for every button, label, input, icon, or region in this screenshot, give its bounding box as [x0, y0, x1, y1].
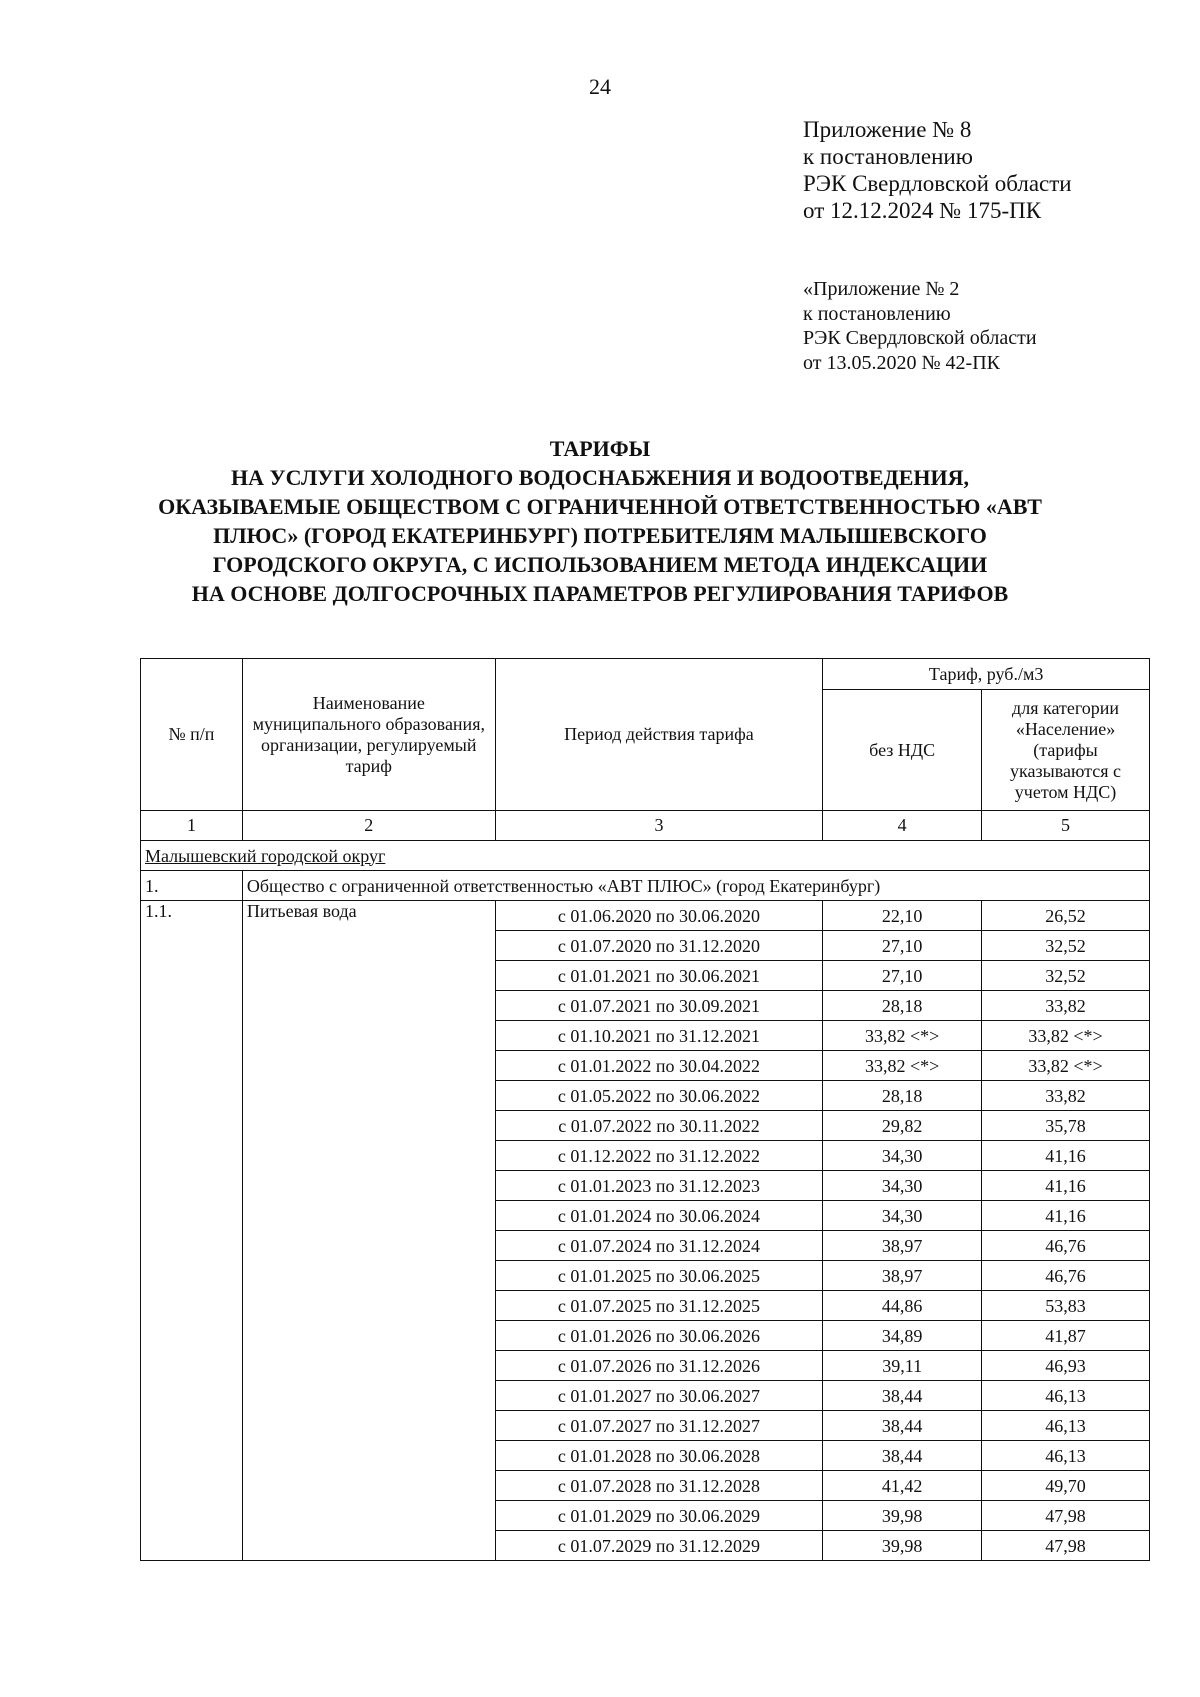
tariff-no-vat-cell: 39,11 — [823, 1351, 982, 1381]
tariff-no-vat-cell: 38,97 — [823, 1231, 982, 1261]
column-number: 2 — [242, 811, 495, 841]
appendix-previous-line: РЭК Свердловской области — [803, 327, 1037, 349]
table-row — [141, 901, 1150, 931]
title-line: ПЛЮС» (ГОРОД ЕКАТЕРИНБУРГ) ПОТРЕБИТЕЛЯМ МАЛЫШЕВСКОГО — [213, 523, 987, 548]
tariff-population-cell: 41,16 — [982, 1141, 1150, 1171]
column-number: 1 — [141, 811, 243, 841]
tariff-no-vat-cell: 38,97 — [823, 1261, 982, 1291]
tariff-population-cell: 53,83 — [982, 1291, 1150, 1321]
tariff-no-vat-cell: 34,30 — [823, 1141, 982, 1171]
tariff-no-vat-cell: 27,10 — [823, 961, 982, 991]
appendix-current-line: к постановлению — [803, 144, 973, 169]
tariff-population-cell: 33,82 — [982, 991, 1150, 1021]
section-heading: Малышевский городской округ — [141, 841, 1150, 871]
tariff-population-cell: 32,52 — [982, 961, 1150, 991]
item-name: Питьевая вода — [242, 901, 495, 1561]
tariff-no-vat-cell: 28,18 — [823, 991, 982, 1021]
tariff-no-vat-cell: 41,42 — [823, 1471, 982, 1501]
period-cell: с 01.06.2020 по 30.06.2020 — [495, 901, 823, 931]
tariff-no-vat-cell: 33,82 <*> — [823, 1051, 982, 1081]
tariff-population-cell: 26,52 — [982, 901, 1150, 931]
tariff-no-vat-cell: 44,86 — [823, 1291, 982, 1321]
header-no-vat: без НДС — [823, 690, 982, 811]
tariff-no-vat-cell: 38,44 — [823, 1441, 982, 1471]
tariff-no-vat-cell: 29,82 — [823, 1111, 982, 1141]
period-cell: с 01.07.2022 по 30.11.2022 — [495, 1111, 823, 1141]
period-cell: с 01.01.2025 по 30.06.2025 — [495, 1261, 823, 1291]
column-number: 3 — [495, 811, 823, 841]
header-num: № п/п — [141, 659, 243, 811]
period-cell: с 01.01.2027 по 30.06.2027 — [495, 1381, 823, 1411]
tariff-no-vat-cell: 22,10 — [823, 901, 982, 931]
period-cell: с 01.01.2029 по 30.06.2029 — [495, 1501, 823, 1531]
header-period: Период действия тарифа — [495, 659, 823, 811]
tariff-no-vat-cell: 39,98 — [823, 1501, 982, 1531]
period-cell: с 01.01.2026 по 30.06.2026 — [495, 1321, 823, 1351]
appendix-current-line: от 12.12.2024 № 175-ПК — [803, 198, 1042, 223]
tariff-population-cell: 46,76 — [982, 1231, 1150, 1261]
document-title — [0, 434, 1200, 608]
title-line: ГОРОДСКОГО ОКРУГА, С ИСПОЛЬЗОВАНИЕМ МЕТОДА ИНДЕКСАЦИИ — [212, 552, 988, 577]
tariff-population-cell: 46,13 — [982, 1441, 1150, 1471]
period-cell: с 01.01.2023 по 31.12.2023 — [495, 1171, 823, 1201]
appendix-current — [803, 116, 1072, 224]
column-number: 4 — [823, 811, 982, 841]
tariff-population-cell: 33,82 <*> — [982, 1021, 1150, 1051]
page-number: 24 — [589, 74, 611, 99]
tariff-no-vat-cell: 38,44 — [823, 1411, 982, 1441]
tariff-no-vat-cell: 39,98 — [823, 1531, 982, 1561]
header-population: для категории «Население» (тарифы указываются с учетом НДС) — [982, 690, 1150, 811]
period-cell: с 01.07.2028 по 31.12.2028 — [495, 1471, 823, 1501]
tariffs-table — [140, 658, 1150, 1561]
tariff-population-cell: 41,16 — [982, 1201, 1150, 1231]
tariff-population-cell: 35,78 — [982, 1111, 1150, 1141]
appendix-current-line: РЭК Свердловской области — [803, 171, 1072, 196]
header-tariff-group: Тариф, руб./м3 — [823, 659, 1150, 690]
period-cell: с 01.01.2022 по 30.04.2022 — [495, 1051, 823, 1081]
tariff-population-cell: 47,98 — [982, 1531, 1150, 1561]
tariff-population-cell: 41,87 — [982, 1321, 1150, 1351]
column-number: 5 — [982, 811, 1150, 841]
period-cell: с 01.01.2024 по 30.06.2024 — [495, 1201, 823, 1231]
tariff-no-vat-cell: 34,89 — [823, 1321, 982, 1351]
period-cell: с 01.07.2024 по 31.12.2024 — [495, 1231, 823, 1261]
tariff-no-vat-cell: 34,30 — [823, 1201, 982, 1231]
period-cell: с 01.07.2020 по 31.12.2020 — [495, 931, 823, 961]
period-cell: с 01.01.2021 по 30.06.2021 — [495, 961, 823, 991]
appendix-previous — [803, 277, 1037, 375]
period-cell: с 01.10.2021 по 31.12.2021 — [495, 1021, 823, 1051]
item-number: 1.1. — [141, 901, 243, 1561]
period-cell: с 01.07.2021 по 30.09.2021 — [495, 991, 823, 1021]
title-line: НА УСЛУГИ ХОЛОДНОГО ВОДОСНАБЖЕНИЯ И ВОДООТВЕДЕНИЯ, — [231, 465, 969, 490]
appendix-previous-line: к постановлению — [803, 302, 951, 325]
org-name: Общество с ограниченной ответственностью «АВТ ПЛЮС» (город Екатеринбург) — [242, 871, 1149, 901]
org-number: 1. — [141, 871, 243, 901]
title-line: НА ОСНОВЕ ДОЛГОСРОЧНЫХ ПАРАМЕТРОВ РЕГУЛИРОВАНИЯ ТАРИФОВ — [191, 581, 1009, 606]
tariff-population-cell: 33,82 <*> — [982, 1051, 1150, 1081]
period-cell: с 01.07.2029 по 31.12.2029 — [495, 1531, 823, 1561]
period-cell: с 01.07.2025 по 31.12.2025 — [495, 1291, 823, 1321]
tariff-population-cell: 32,52 — [982, 931, 1150, 961]
tariff-population-cell: 46,93 — [982, 1351, 1150, 1381]
period-cell: с 01.05.2022 по 30.06.2022 — [495, 1081, 823, 1111]
tariff-population-cell: 46,13 — [982, 1381, 1150, 1411]
header-name: Наименование муниципального образования, организации, регулируемый тариф — [242, 659, 495, 811]
appendix-previous-line: «Приложение № 2 — [803, 278, 960, 300]
tariff-population-cell: 46,13 — [982, 1411, 1150, 1441]
tariff-population-cell: 33,82 — [982, 1081, 1150, 1111]
tariff-population-cell: 47,98 — [982, 1501, 1150, 1531]
appendix-current-line: Приложение № 8 — [803, 117, 972, 142]
tariff-no-vat-cell: 38,44 — [823, 1381, 982, 1411]
appendix-previous-line: от 13.05.2020 № 42-ПК — [803, 351, 1001, 374]
tariff-no-vat-cell: 28,18 — [823, 1081, 982, 1111]
title-line: ТАРИФЫ — [549, 436, 651, 461]
tariff-no-vat-cell: 34,30 — [823, 1171, 982, 1201]
title-line: ОКАЗЫВАЕМЫЕ ОБЩЕСТВОМ С ОГРАНИЧЕННОЙ ОТВЕТСТВЕННОСТЬЮ «АВТ — [158, 494, 1042, 519]
period-cell: с 01.01.2028 по 30.06.2028 — [495, 1441, 823, 1471]
tariff-no-vat-cell: 27,10 — [823, 931, 982, 961]
tariff-population-cell: 46,76 — [982, 1261, 1150, 1291]
tariff-population-cell: 49,70 — [982, 1471, 1150, 1501]
tariff-no-vat-cell: 33,82 <*> — [823, 1021, 982, 1051]
period-cell: с 01.07.2027 по 31.12.2027 — [495, 1411, 823, 1441]
period-cell: с 01.07.2026 по 31.12.2026 — [495, 1351, 823, 1381]
tariff-population-cell: 41,16 — [982, 1171, 1150, 1201]
period-cell: с 01.12.2022 по 31.12.2022 — [495, 1141, 823, 1171]
